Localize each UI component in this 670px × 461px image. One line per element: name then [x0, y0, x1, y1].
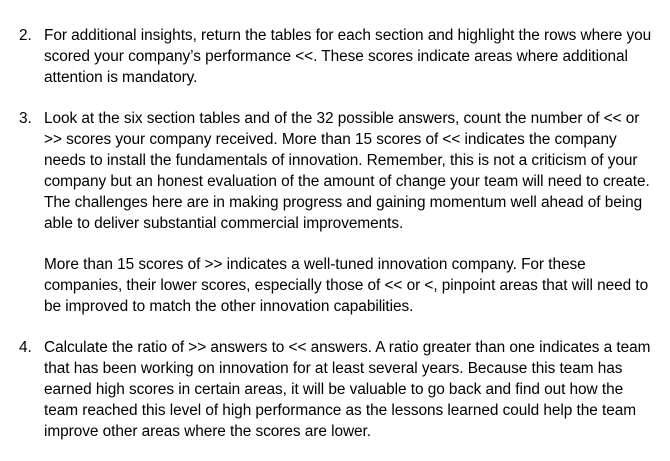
list-number: 4.	[19, 339, 32, 356]
list-number: 3.	[19, 110, 32, 127]
list-item-3	[19, 108, 660, 317]
list-number: 2.	[19, 27, 32, 44]
spacer	[44, 234, 660, 254]
list-item-body	[44, 25, 660, 88]
paragraph: More than 15 scores of >> indicates a well-tuned innovation company. For these companies, their lower scores, especially those of << or <, pinpoint areas that will need to be improved to match the other innovation capabilities.	[44, 256, 649, 315]
paragraph: Calculate the ratio of >> answers to << answers. A ratio greater than one indicates a team that has been working on innovation for at least several years. Because this team has earned high scores in certain areas, it will be valuable to go back and find out how the team reached this level of high performance as the lessons learned could help the team improve other areas where the scores are lower.	[44, 339, 651, 440]
paragraph: Look at the six section tables and of the 32 possible answers, count the number of << or >> scores your company received. More than 15 scores of << indicates the company needs to install the fundamentals of innovation. Remember, this is not a criticism of your company but an honest evaluation of the amount of change your team will need to create. The challenges here are in making progress and gaining momentum well ahead of being able to deliver substantial commercial improvements.	[44, 110, 650, 232]
list-item-body	[44, 108, 660, 317]
list-item-4	[19, 337, 660, 442]
spacer	[19, 317, 660, 337]
list-item-body	[44, 337, 660, 442]
spacer	[19, 88, 660, 108]
paragraph: For additional insights, return the tables for each section and highlight the rows where you scored your company’s performance <<. These scores indicate areas where additional attention is mandatory.	[44, 27, 652, 86]
list-item-2	[19, 25, 660, 88]
